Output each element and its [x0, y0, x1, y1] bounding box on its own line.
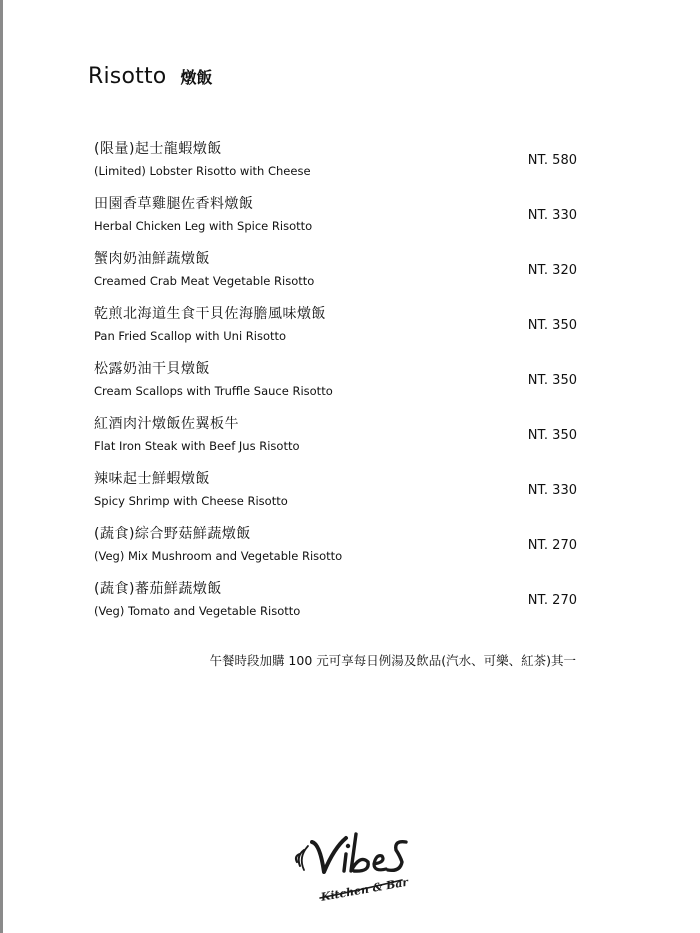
menu-item-name-zh: 紅酒肉汁燉飯佐翼板牛 — [94, 416, 239, 432]
menu-item — [94, 195, 580, 250]
menu-item-name-en: Creamed Crab Meat Vegetable Risotto — [94, 274, 315, 288]
menu-item-price: NT. 350 — [527, 318, 577, 333]
page-left-edge — [0, 0, 3, 933]
menu-item-name-zh: (蔬食)蕃茄鮮蔬燉飯 — [94, 581, 222, 597]
menu-item-name-en: Pan Fried Scallop with Uni Risotto — [94, 329, 287, 343]
menu-item — [94, 360, 580, 415]
menu-item — [94, 580, 580, 635]
menu-item — [94, 140, 580, 195]
menu-item-name-en: Herbal Chicken Leg with Spice Risotto — [94, 219, 313, 233]
menu-item — [94, 470, 580, 525]
menu-item-price: NT. 270 — [527, 593, 577, 608]
menu-item-name-zh: 田園香草雞腿佐香料燉飯 — [94, 196, 254, 212]
menu-item-name-zh: 辣味起士鮮蝦燉飯 — [94, 471, 210, 487]
menu-item-name-zh: (限量)起士龍蝦燉飯 — [94, 141, 222, 157]
menu-item-price: NT. 270 — [527, 538, 577, 553]
menu-item-name-zh: 松露奶油干貝燉飯 — [94, 361, 210, 377]
menu-item-name-zh: 乾煎北海道生食干貝佐海膽風味燉飯 — [94, 306, 326, 322]
menu-item-name-zh: (蔬食)綜合野菇鮮蔬燉飯 — [94, 526, 251, 542]
menu-item-name-en: (Limited) Lobster Risotto with Cheese — [94, 164, 311, 178]
menu-item-price: NT. 330 — [527, 208, 577, 223]
menu-item-name-zh: 蟹肉奶油鮮蔬燉飯 — [94, 251, 210, 267]
vibes-logo-icon — [290, 824, 420, 914]
menu-item-price: NT. 350 — [527, 428, 577, 443]
lunch-addon-note: 午餐時段加購 100 元可享每日例湯及飲品(汽水、可樂、紅茶)其一 — [209, 653, 576, 668]
menu-item-name-en: Flat Iron Steak with Beef Jus Risotto — [94, 439, 300, 453]
menu-item-name-en: Cream Scallops with Truffle Sauce Risotto — [94, 384, 333, 398]
menu-item-price: NT. 580 — [527, 153, 577, 168]
menu-item-price: NT. 350 — [527, 373, 577, 388]
menu-item-price: NT. 320 — [527, 263, 577, 278]
section-header — [88, 64, 212, 89]
menu-item-price: NT. 330 — [527, 483, 577, 498]
menu-item-name-en: Spicy Shrimp with Cheese Risotto — [94, 494, 288, 508]
vibes-logo — [290, 824, 420, 914]
section-title-en: Risotto — [88, 64, 167, 89]
menu-item-name-en: (Veg) Mix Mushroom and Vegetable Risotto — [94, 549, 343, 563]
menu-item — [94, 525, 580, 580]
menu-item — [94, 250, 580, 305]
section-title-zh: 燉飯 — [180, 68, 213, 87]
menu-item — [94, 415, 580, 470]
menu-item-name-en: (Veg) Tomato and Vegetable Risotto — [94, 604, 301, 618]
menu-list — [94, 140, 580, 635]
menu-item — [94, 305, 580, 360]
svg-text:Kitchen & Bar: Kitchen & Bar — [319, 875, 410, 904]
